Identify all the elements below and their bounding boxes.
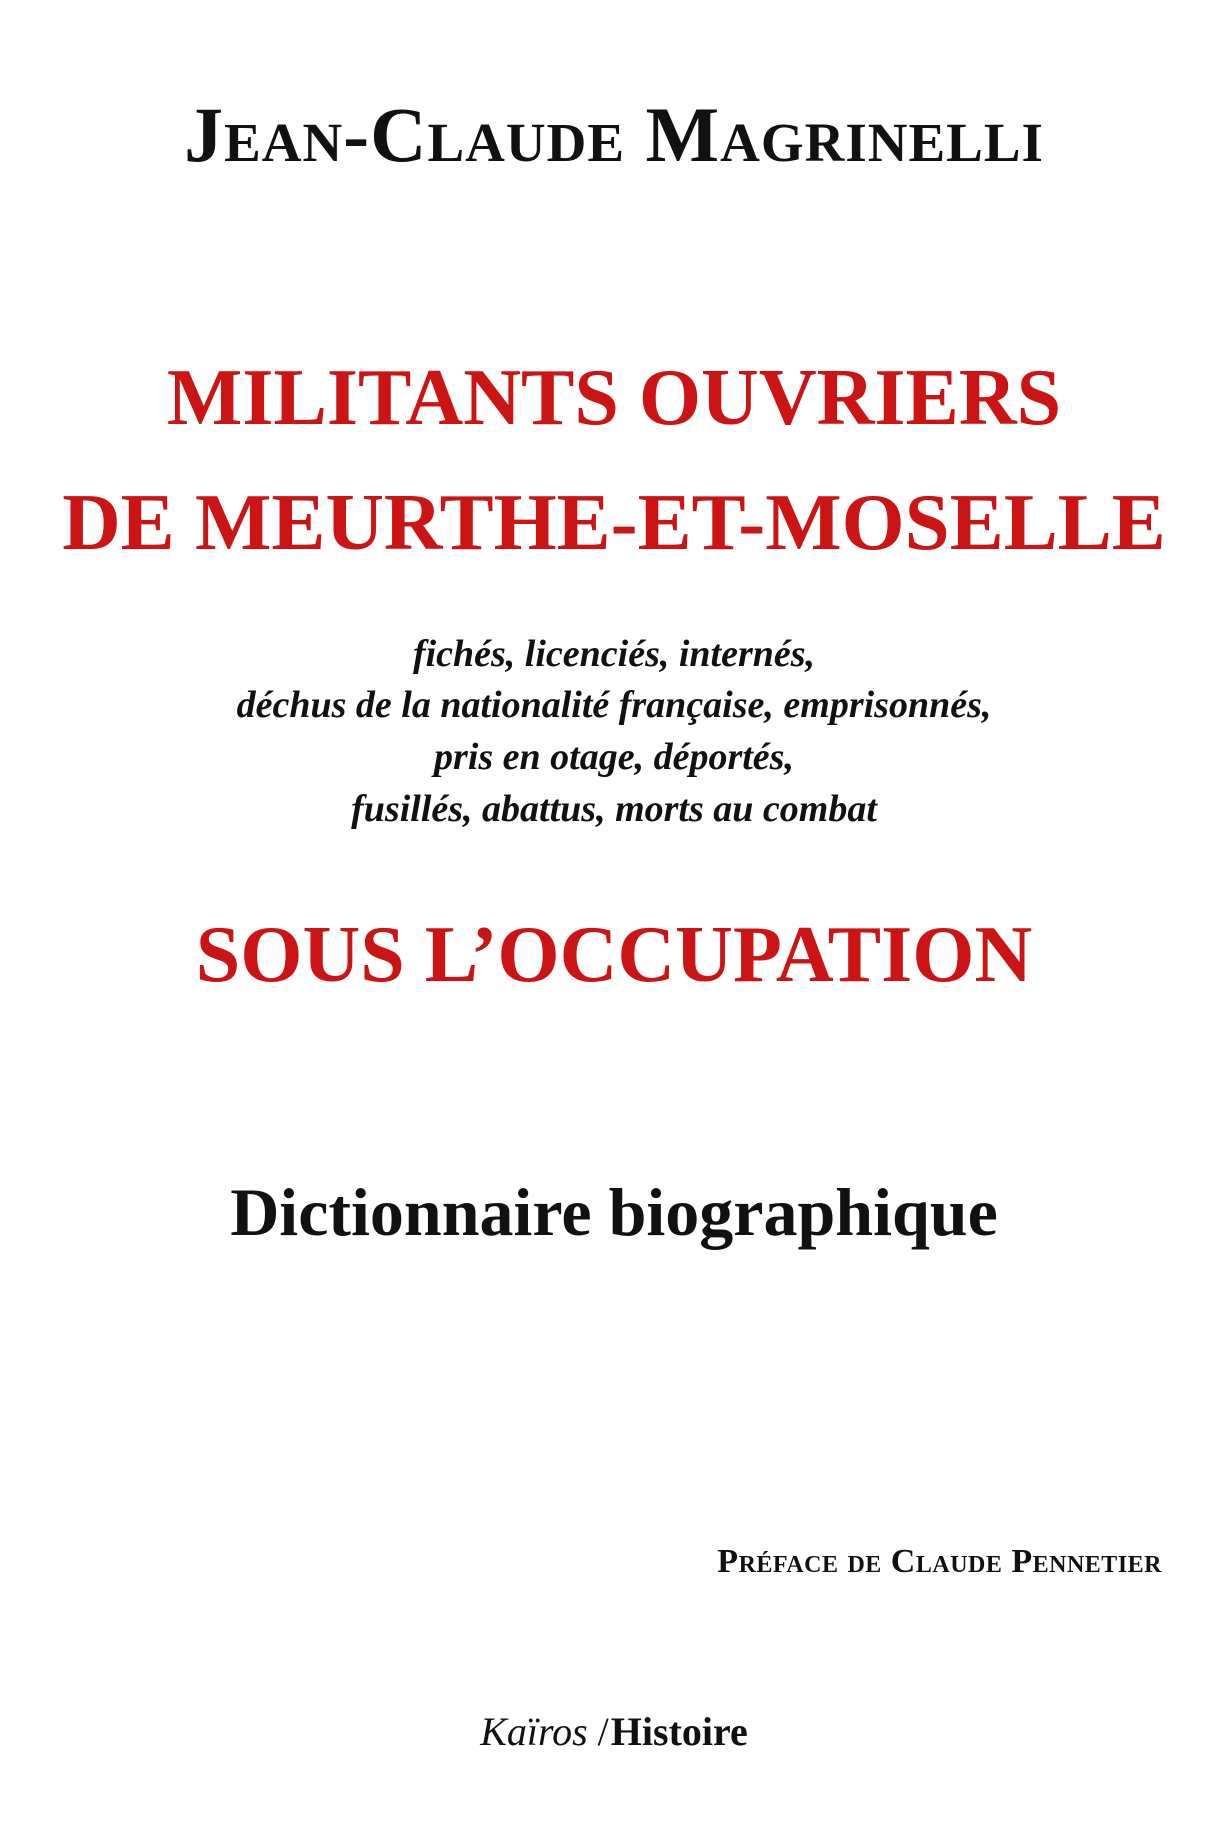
author-name: Jean-Claude Magrinelli: [184, 91, 1044, 178]
collection-name: Histoire: [610, 1709, 748, 1754]
publisher-brand: Kaïros: [480, 1709, 588, 1754]
publisher-imprint: [0, 1709, 1228, 1754]
subtitle-line-3: pris en otage, déportés,: [434, 736, 794, 778]
imprint-separator: /: [597, 1709, 609, 1754]
preface-credit: Préface de Claude Pennetier: [717, 1543, 1162, 1580]
title-line-2: DE MEURTHE-ET-MOSELLE: [62, 477, 1166, 567]
genre-label: Dictionnaire biographique: [230, 1174, 998, 1250]
title-line-1: MILITANTS OUVRIERS: [166, 354, 1062, 442]
subtitle-line-4: fusillés, abattus, morts au combat: [351, 788, 877, 830]
subtitle-line-1: fichés, licenciés, internés,: [412, 633, 816, 675]
subtitle-line-2: déchus de la nationalité française, emprisonnés,: [236, 684, 992, 726]
title-line-3: SOUS L’OCCUPATION: [195, 911, 1033, 999]
